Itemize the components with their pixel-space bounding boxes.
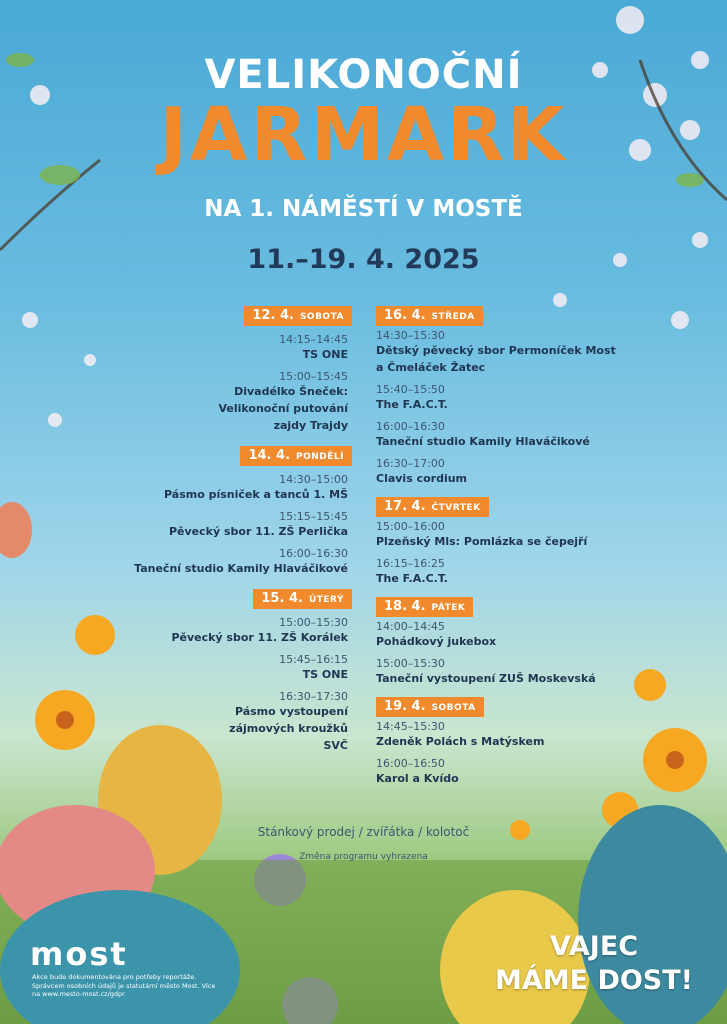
program-slot xyxy=(120,690,348,754)
date-range: 11.–19. 4. 2025 xyxy=(247,244,480,275)
day-block xyxy=(120,444,348,577)
program-slot xyxy=(376,457,636,487)
day-date: 17. 4. xyxy=(384,499,426,514)
day-badge xyxy=(253,589,352,609)
slot-name: Pěvecký sbor 11. ZŠ Perlička xyxy=(168,525,348,538)
slot-time: 15:00–15:30 xyxy=(279,616,348,629)
extras-text: Stánkový prodej / zvířátka / kolotoč xyxy=(257,825,470,839)
program-slot xyxy=(120,333,348,363)
schedule-left-column xyxy=(120,304,348,754)
slot-time: 15:00–16:00 xyxy=(376,520,445,533)
program-slot xyxy=(376,383,636,413)
day-weekday: ÚTERÝ xyxy=(308,595,344,605)
program-slot xyxy=(376,757,636,787)
slot-name: Divadélko Šneček: Velikonoční putování zajdy Trajdy xyxy=(218,385,348,432)
subtitle: NA 1. NÁMĚSTÍ V MOSTĚ xyxy=(204,196,523,222)
slot-name: The F.A.C.T. xyxy=(376,572,448,585)
day-weekday: PÁTEK xyxy=(431,603,466,613)
day-block xyxy=(120,304,348,434)
day-badge xyxy=(376,497,489,517)
slot-name: Taneční vystoupení ZUŠ Moskevská xyxy=(376,672,596,685)
program-slot xyxy=(376,557,636,587)
slogan xyxy=(495,930,693,998)
day-badge xyxy=(376,597,473,617)
schedule-right-column xyxy=(376,304,636,787)
slogan-line-2: MÁME DOST! xyxy=(494,965,693,996)
slot-time: 16:30–17:00 xyxy=(376,457,445,470)
slot-name: Pěvecký sbor 11. ZŠ Korálek xyxy=(171,631,348,644)
slot-name: Dětský pěvecký sbor Permoníček Most a Čmeláček Žatec xyxy=(376,344,616,374)
slot-time: 14:30–15:30 xyxy=(376,329,445,342)
slot-time: 15:00–15:45 xyxy=(279,370,348,383)
day-badge xyxy=(244,306,352,326)
program-slot xyxy=(376,657,636,687)
program-slot xyxy=(376,720,636,750)
program-slot xyxy=(120,653,348,683)
day-badge xyxy=(376,306,483,326)
day-weekday: PONDĚLÍ xyxy=(296,452,344,462)
slot-name: Clavis cordium xyxy=(376,472,468,485)
program-slot xyxy=(376,520,636,550)
title-line-1: VELIKONOČNÍ xyxy=(204,52,523,98)
slot-name: Plzeňský Mls: Pomlázka se čepejří xyxy=(376,535,588,548)
day-badge xyxy=(240,446,352,466)
slot-name: Taneční studio Kamily Hlaváčikové xyxy=(376,435,590,448)
slot-name: The F.A.C.T. xyxy=(376,398,448,411)
slot-name: TS ONE xyxy=(302,668,348,681)
day-date: 19. 4. xyxy=(384,699,426,714)
program-slot xyxy=(376,420,636,450)
program-slot xyxy=(376,620,636,650)
slot-name: Zdeněk Polách s Matýskem xyxy=(376,735,545,748)
day-block xyxy=(120,587,348,754)
slot-time: 15:15–15:45 xyxy=(279,510,348,523)
day-weekday: SOBOTA xyxy=(299,312,344,322)
slot-time: 16:00–16:30 xyxy=(279,547,348,560)
slot-time: 14:15–14:45 xyxy=(279,333,348,346)
slot-name: Pásmo písniček a tanců 1. MŠ xyxy=(164,488,348,501)
slot-time: 14:45–15:30 xyxy=(376,720,445,733)
program-slot xyxy=(120,473,348,503)
day-badge xyxy=(376,697,484,717)
slot-time: 14:00–14:45 xyxy=(376,620,445,633)
slot-name: TS ONE xyxy=(302,348,348,361)
program-slot xyxy=(120,547,348,577)
most-logo: most xyxy=(30,935,128,973)
slot-name: Karol a Kvído xyxy=(376,772,459,785)
program-slot xyxy=(376,329,636,376)
slot-time: 15:00–15:30 xyxy=(376,657,445,670)
program-slot xyxy=(120,510,348,540)
day-block xyxy=(376,595,636,687)
slot-time: 16:30–17:30 xyxy=(279,690,348,703)
gdpr-note: Akce bude dokumentována pro potřeby reportáže. Správcem osobních údajů je statutární město Most. Více na www.mesto-most.cz/gdpr xyxy=(32,973,216,998)
day-date: 14. 4. xyxy=(248,448,291,463)
title-line-2: JARMARK xyxy=(159,92,568,178)
slot-time: 16:00–16:50 xyxy=(376,757,445,770)
slot-time: 16:00–16:30 xyxy=(376,420,445,433)
day-weekday: SOBOTA xyxy=(431,703,476,713)
slot-name: Pásmo vystoupení zájmových kroužků SVČ xyxy=(229,705,348,752)
slogan-line-1: VAJEC xyxy=(549,931,639,962)
day-block xyxy=(376,495,636,587)
day-block xyxy=(376,304,636,487)
day-weekday: ČTVRTEK xyxy=(431,503,481,513)
slot-time: 15:45–16:15 xyxy=(279,653,348,666)
program-slot xyxy=(120,370,348,434)
day-weekday: STŘEDA xyxy=(431,312,475,322)
slot-name: Pohádkový jukebox xyxy=(376,635,497,648)
slot-name: Taneční studio Kamily Hlaváčikové xyxy=(134,562,348,575)
slot-time: 15:40–15:50 xyxy=(376,383,445,396)
slot-time: 14:30–15:00 xyxy=(279,473,348,486)
program-slot xyxy=(120,616,348,646)
day-date: 12. 4. xyxy=(252,308,294,323)
day-date: 16. 4. xyxy=(384,308,426,323)
day-date: 15. 4. xyxy=(261,591,303,606)
day-date: 18. 4. xyxy=(384,599,426,614)
day-block xyxy=(376,695,636,787)
program-change-note: Změna programu vyhrazena xyxy=(299,852,428,862)
slot-time: 16:15–16:25 xyxy=(376,557,445,570)
